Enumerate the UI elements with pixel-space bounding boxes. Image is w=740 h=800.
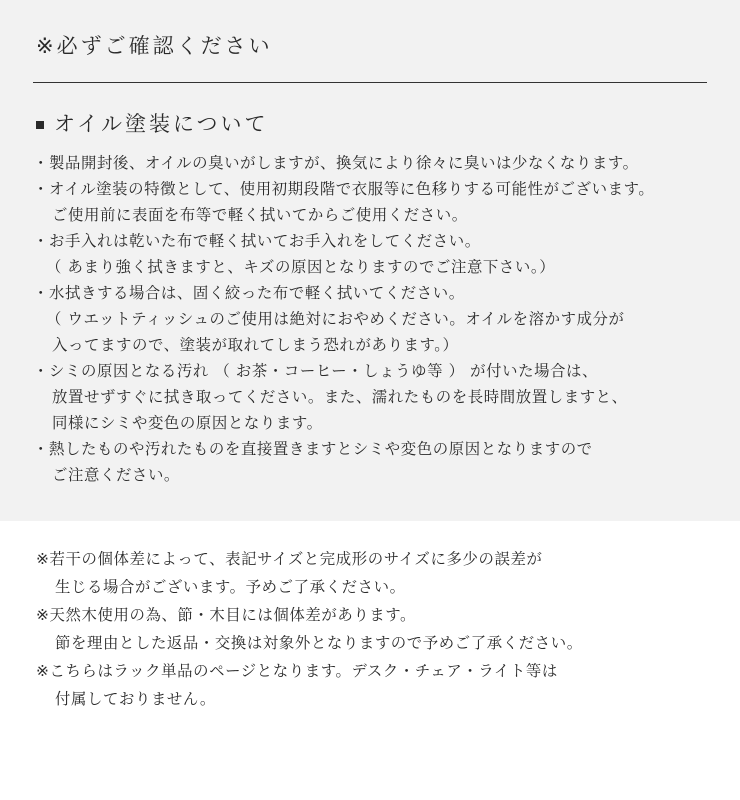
oil-section-title-text: オイル塗装について — [54, 112, 269, 136]
heading-divider — [33, 82, 707, 83]
oil-line: ・お手入れは乾いた布で軽く拭いてお手入れをしてください。 — [33, 232, 481, 250]
oil-line: 放置せずすぐに拭き取ってください。また、濡れたものを長時間放置しますと、 — [52, 388, 628, 406]
square-bullet-icon — [36, 121, 44, 129]
oil-line: 入ってますので、塗装が取れてしまう恐れがあります。） — [52, 336, 459, 354]
note-line: 節を理由とした返品・交換は対象外となりますので予めご了承ください。 — [55, 634, 583, 652]
oil-line: ・オイル塗装の特徴として、使用初期段階で衣服等に色移りする可能性がございます。 — [33, 180, 655, 198]
oil-line: （ あまり強く拭きますと、キズの原因となりますのでご注意下さい。） — [46, 258, 556, 276]
note-line: ※若干の個体差によって、表記サイズと完成形のサイズに多少の誤差が — [36, 550, 543, 568]
oil-line: ・製品開封後、オイルの臭いがしますが、換気により徐々に臭いは少なくなります。 — [33, 154, 639, 172]
oil-line: （ ウエットティッシュのご使用は絶対におやめください。オイルを溶かす成分が — [46, 310, 625, 328]
oil-line: ・水拭きする場合は、固く絞った布で軽く拭いてください。 — [33, 284, 465, 302]
oil-line: ・熱したものや汚れたものを直接置きますとシミや変色の原因となりますので — [33, 440, 593, 458]
oil-section-title — [36, 108, 269, 138]
oil-line: ご使用前に表面を布等で軽く拭いてからご使用ください。 — [52, 206, 468, 224]
oil-line: ・シミの原因となる汚れ （ お茶・コーヒー・しょうゆ等 ） が付いた場合は、 — [33, 362, 599, 380]
note-line: ※こちらはラック単品のページとなります。デスク・チェア・ライト等は — [36, 662, 558, 680]
oil-line: ご注意ください。 — [52, 466, 180, 484]
page-heading: ※必ずご確認ください — [36, 34, 273, 58]
note-line: 付属しておりません。 — [55, 690, 216, 708]
note-line: ※天然木使用の為、節・木目には個体差があります。 — [36, 606, 417, 624]
note-line: 生じる場合がございます。予めご了承ください。 — [55, 578, 406, 596]
oil-line: 同様にシミや変色の原因となります。 — [52, 414, 323, 432]
